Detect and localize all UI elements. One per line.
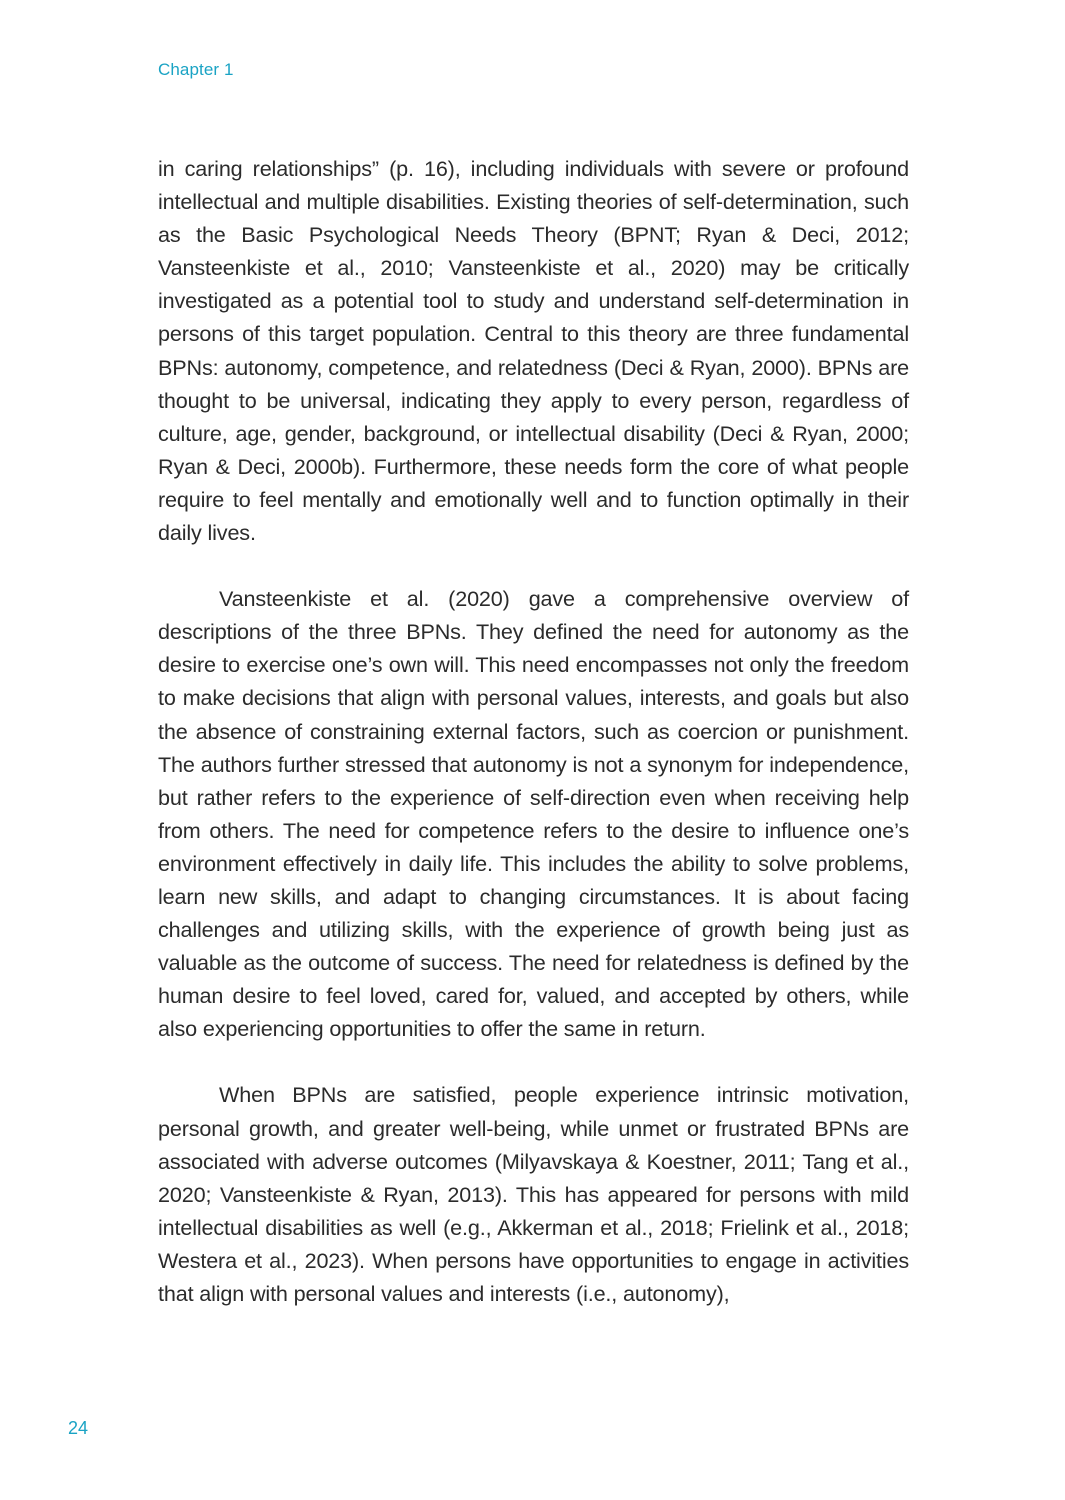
page-number: 24 xyxy=(68,1418,89,1438)
paragraph-1: in caring relationships” (p. 16), including individuals with severe or profound intellectual and multiple disabilities. Existing theories of self-determination, such as the Basic Psychological Needs Theory (BPNT; Ryan & Deci, 2012; Vansteenkiste et al., 2010; Vansteenkiste et al., 2020) may be critically investigated as a potential tool to study and understand self-determination in persons of this target population. Central to this theory are three fundamental BPNs: autonomy, competence, and relatedness (Deci & Ryan, 2000). BPNs are thought to be universal, indicating they apply to every person, regardless of culture, age, gender, background, or intellectual disability (Deci & Ryan, 2000; Ryan & Deci, 2000b). Furthermore, these needs form the core of what people require to feel mentally and emotionally well and to function optimally in their daily lives. xyxy=(158,156,909,546)
paragraph-3: When BPNs are satisfied, people experience intrinsic motivation, personal growth, and greater well-being, while unmet or frustrated BPNs are associated with adverse outcomes (Milyavskaya & Koestner, 2011; Tang et al., 2020; Vansteenkiste & Ryan, 2013). This has appeared for persons with mild intellectual disabilities as well (e.g., Akkerman et al., 2018; Frielink et al., 2018; Westera et al., 2023). When persons have opportunities to engage in activities that align with personal values and interests (i.e., autonomy), xyxy=(158,1082,909,1306)
paragraph-2: Vansteenkiste et al. (2020) gave a comprehensive overview of descriptions of the three BPNs. They defined the need for autonomy as the desire to exercise one’s own will. This need encompasses not only the freedom to make decisions that align with personal values, interests, and goals but also the absence of constraining external factors, such as coercion or punishment. The authors further stressed that autonomy is not a synonym for independence, but rather refers to the experience of self-direction even when receiving help from others. The need for competence refers to the desire to influence one’s environment effectively in daily life. This includes the ability to solve problems, learn new skills, and adapt to changing circumstances. It is about facing challenges and utilizing skills, with the experience of growth being just as valuable as the outcome of success. The need for relatedness is defined by the human desire to feel loved, cared for, valued, and accepted by others, while also experiencing opportunities to offer the same in return. xyxy=(158,586,909,1042)
body-text xyxy=(158,152,909,1343)
running-header-chapter: Chapter 1 xyxy=(158,60,234,79)
